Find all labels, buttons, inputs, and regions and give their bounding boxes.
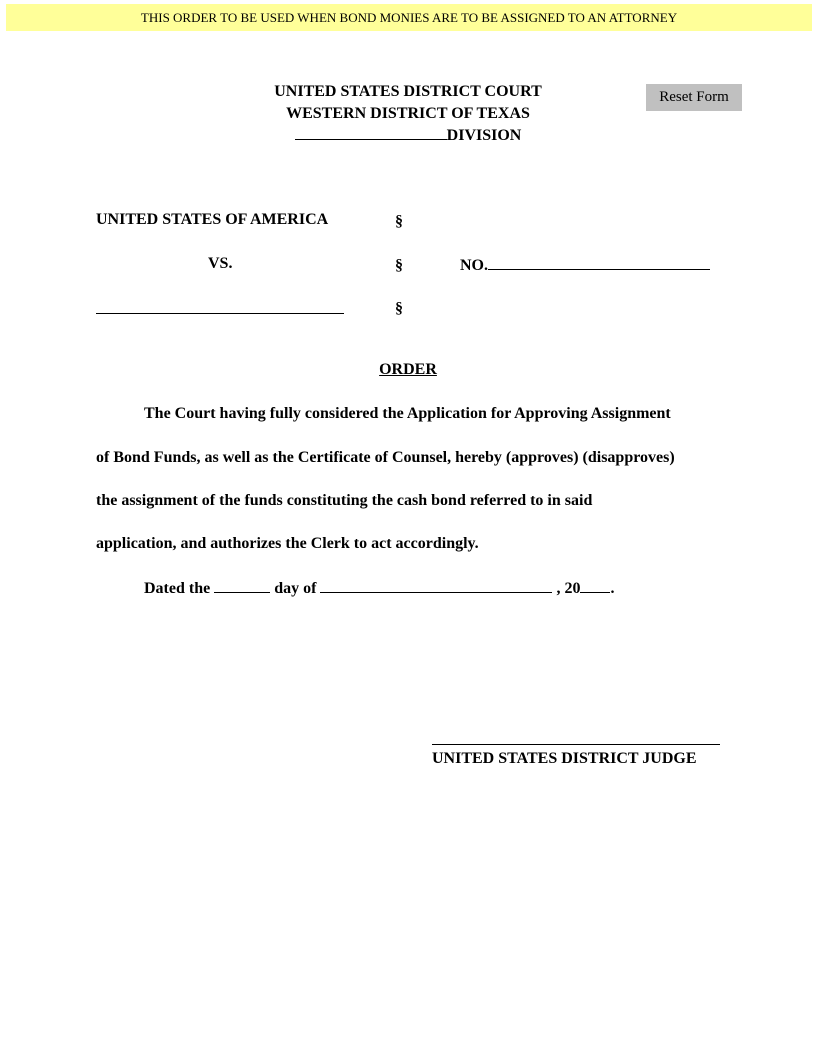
instruction-banner: THIS ORDER TO BE USED WHEN BOND MONIES ARE TO BE ASSIGNED TO AN ATTORNEY [6,4,812,31]
case-number-row [460,254,710,276]
section-symbol: § [395,257,403,274]
court-name: UNITED STATES DISTRICT COURT [274,83,542,100]
dated-prefix: Dated the [144,580,211,597]
section-symbol: § [395,213,403,230]
case-number-field[interactable] [488,254,710,270]
section-symbol: § [395,300,403,317]
division-field[interactable] [295,124,447,140]
day-of-label: day of [274,580,317,597]
period: . [610,580,615,597]
month-field[interactable] [320,577,552,593]
order-text-line: The Court having fully considered the Application for Approving Assignment [144,405,671,422]
division-label: DIVISION [446,127,522,144]
reset-form-button[interactable]: Reset Form [646,84,742,111]
plaintiff-name: UNITED STATES OF AMERICA [96,211,329,228]
day-field[interactable] [214,577,270,593]
order-text-line: the assignment of the funds constituting the cash bond referred to in said [96,492,593,509]
dated-line [144,577,614,599]
order-text-line: of Bond Funds, as well as the Certificate of Counsel, hereby (approves) (disapproves) [96,449,675,466]
defendant-name-field[interactable] [96,298,344,314]
versus-label: VS. [208,255,233,272]
year-field[interactable] [580,577,610,593]
case-number-label: NO. [460,257,488,274]
order-title: ORDER [379,361,437,378]
division-line [200,124,616,146]
year-prefix: , 20 [556,580,581,597]
defendant-row [96,298,344,320]
order-text-line: application, and authorizes the Clerk to act accordingly. [96,535,479,552]
signature-line[interactable] [432,744,720,745]
judge-title: UNITED STATES DISTRICT JUDGE [432,750,697,767]
district-name: WESTERN DISTRICT OF TEXAS [286,105,530,122]
